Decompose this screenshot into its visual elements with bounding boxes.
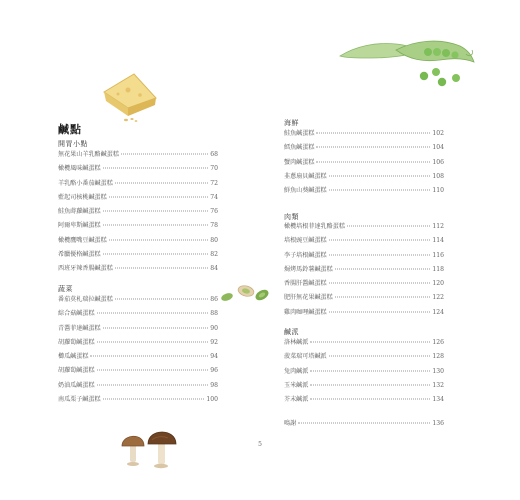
entry-page: 130 — [432, 367, 444, 375]
entry-page: 110 — [432, 187, 444, 195]
subsection-title: 鹹派 — [284, 328, 299, 336]
toc-entry[interactable] — [284, 171, 444, 185]
dot-leader — [298, 423, 430, 424]
pistachio-illustration — [218, 277, 272, 309]
toc-entry[interactable] — [284, 337, 444, 351]
dot-leader — [97, 384, 209, 385]
entry-title: 橄欖風味鹹蛋糕 — [58, 165, 101, 173]
entry-page: 86 — [210, 296, 218, 303]
toc-entry[interactable] — [58, 192, 218, 206]
entry-title: 藍起司核桃鹹蛋糕 — [58, 193, 107, 201]
toc-entry[interactable] — [284, 157, 444, 171]
toc-list-appetizers — [58, 149, 218, 278]
toc-entry[interactable] — [58, 149, 218, 163]
entry-page: 108 — [432, 172, 444, 180]
subsection-title: 蔬菜 — [58, 285, 73, 293]
entry-page: 132 — [432, 381, 444, 389]
page-title: 鹹點 — [58, 123, 82, 136]
dot-leader — [316, 161, 430, 162]
dot-leader — [310, 384, 430, 385]
entry-title: 菠菜瑞可塔鹹派 — [284, 353, 327, 361]
toc-entry[interactable] — [58, 178, 218, 192]
entry-page: 88 — [210, 310, 218, 318]
toc-entry[interactable] — [58, 380, 218, 394]
toc-entry[interactable] — [58, 294, 218, 308]
dot-leader — [329, 175, 431, 176]
page-number: 5 — [258, 441, 262, 448]
subsection-title: 開胃小點 — [58, 140, 88, 148]
entry-page: 82 — [210, 251, 218, 259]
entry-title: 李子培根鹹蛋糕 — [284, 251, 327, 259]
dot-leader — [109, 239, 208, 240]
entry-title: 洛林鹹派 — [284, 339, 309, 346]
entry-title: 芥末鹹派 — [284, 396, 309, 404]
toc-entry[interactable] — [58, 394, 218, 408]
entry-page: 70 — [210, 165, 218, 173]
entry-page: 76 — [210, 208, 218, 216]
toc-entry[interactable] — [284, 185, 444, 199]
dot-leader — [329, 311, 431, 312]
entry-page: 94 — [210, 353, 218, 361]
dot-leader — [335, 268, 431, 269]
toc-list-vegetables — [58, 294, 218, 408]
toc-entry[interactable] — [284, 351, 444, 365]
toc-entry[interactable] — [284, 128, 444, 142]
entry-page: 112 — [432, 223, 444, 230]
entry-title: 香腸肝醬鹹蛋糕 — [284, 280, 327, 288]
toc-entry[interactable] — [58, 249, 218, 263]
dot-leader — [115, 268, 208, 269]
toc-entry[interactable] — [284, 380, 444, 394]
dot-leader — [97, 370, 209, 371]
toc-entry[interactable] — [284, 394, 444, 408]
entry-title: 番茄莫札瑞拉鹹蛋糕 — [58, 296, 113, 303]
toc-entry[interactable] — [58, 351, 218, 365]
entry-title: 肥肝無花果鹹蛋糕 — [284, 294, 333, 302]
dot-leader — [316, 133, 430, 134]
toc-entry[interactable] — [284, 278, 444, 292]
entry-title: 鮭魚鹹蛋糕 — [284, 130, 315, 137]
entry-page: 134 — [432, 396, 444, 404]
entry-title: 希臘優格鹹蛋糕 — [58, 251, 101, 259]
dot-leader — [97, 341, 209, 342]
toc-entry[interactable] — [284, 142, 444, 156]
entry-page: 122 — [432, 294, 444, 302]
entry-title: 阿爾卑斯鹹蛋糕 — [58, 222, 101, 230]
entry-page: 100 — [206, 396, 218, 404]
dot-leader — [109, 196, 208, 197]
dot-leader — [103, 399, 205, 400]
entry-title: 南瓜栗子鹹蛋糕 — [58, 396, 101, 404]
dot-leader — [329, 240, 431, 241]
entry-title: 鱈魚鹹蛋糕 — [284, 144, 315, 152]
toc-list-seafood — [284, 128, 444, 199]
toc-entry[interactable] — [284, 366, 444, 380]
entry-page: 96 — [210, 367, 218, 375]
toc-entry[interactable] — [284, 235, 444, 249]
entry-page: 80 — [210, 236, 218, 244]
entry-page: 90 — [210, 324, 218, 332]
toc-entry[interactable] — [58, 337, 218, 351]
dot-leader — [347, 226, 430, 227]
mushroom-illustration — [120, 424, 182, 472]
entry-title: 蟹肉鹹蛋糕 — [284, 158, 315, 166]
entry-title: 橄欖培根菲達乳酪蛋糕 — [284, 223, 345, 230]
entry-title: 鮭魚蒔蘿鹹蛋糕 — [58, 208, 101, 216]
entry-page: 102 — [432, 130, 444, 137]
dot-leader — [316, 147, 430, 148]
entry-title: 奶油瓜鹹蛋糕 — [58, 381, 95, 389]
dot-leader — [103, 327, 209, 328]
dot-leader — [115, 299, 208, 300]
entry-page: 136 — [432, 420, 444, 427]
entry-title: 培根豌豆鹹蛋糕 — [284, 237, 327, 245]
entry-page: 72 — [210, 179, 218, 187]
entry-title: 青醬菲達鹹蛋糕 — [58, 324, 101, 332]
subsection-title: 肉類 — [284, 213, 299, 221]
entry-title: 雞肉咖哩鹹蛋糕 — [284, 308, 327, 316]
entry-title: 胡蘿蔔鹹蛋糕 — [58, 367, 95, 375]
toc-entry[interactable] — [284, 292, 444, 306]
dot-leader — [329, 356, 431, 357]
pea-pod-illustration — [336, 34, 478, 90]
entry-page: 114 — [432, 237, 444, 245]
entry-title: 鮮魚山葵鹹蛋糕 — [284, 187, 327, 195]
dot-leader — [103, 211, 209, 212]
entry-page: 128 — [432, 353, 444, 361]
entry-title: 胡蘿蔔鹹蛋糕 — [58, 338, 95, 346]
toc-entry-acknowledgements[interactable] — [284, 418, 444, 432]
dot-leader — [329, 283, 431, 284]
entry-title: 橄欖鷹嘴豆鹹蛋糕 — [58, 236, 107, 244]
dot-leader — [335, 297, 431, 298]
cheese-illustration — [98, 68, 164, 124]
entry-page: 78 — [210, 222, 218, 230]
toc-entry[interactable] — [58, 206, 218, 220]
dot-leader — [310, 370, 430, 371]
entry-page: 74 — [210, 193, 218, 201]
entry-title: 羊乳酪小番茄鹹蛋糕 — [58, 179, 113, 187]
entry-page: 98 — [210, 381, 218, 389]
dot-leader — [90, 356, 208, 357]
dot-leader — [115, 182, 208, 183]
toc-entry[interactable] — [284, 250, 444, 264]
entry-title: 鳴謝 — [284, 420, 297, 427]
toc-entry[interactable] — [58, 235, 218, 249]
entry-page: 92 — [210, 338, 218, 346]
entry-page: 84 — [210, 265, 218, 273]
dot-leader — [121, 154, 208, 155]
entry-page: 104 — [432, 144, 444, 152]
toc-entry[interactable] — [58, 220, 218, 234]
entry-title: 西班牙辣香腸鹹蛋糕 — [58, 265, 113, 273]
toc-entry[interactable] — [284, 307, 444, 321]
entry-title: 櫛瓜鹹蛋糕 — [58, 353, 89, 361]
entry-page: 124 — [432, 308, 444, 316]
dot-leader — [329, 190, 431, 191]
entry-page: 120 — [432, 280, 444, 288]
dot-leader — [103, 168, 209, 169]
entry-title: 焗烤馬鈴薯鹹蛋糕 — [284, 265, 333, 273]
entry-title: 韭蔥扇貝鹹蛋糕 — [284, 172, 327, 180]
toc-entry[interactable] — [58, 365, 218, 379]
entry-title: 兔肉鹹派 — [284, 367, 309, 375]
toc-entry[interactable] — [58, 308, 218, 322]
entry-title: 綜合菇鹹蛋糕 — [58, 310, 95, 318]
entry-page: 106 — [432, 158, 444, 166]
entry-page: 118 — [432, 265, 444, 273]
entry-page: 126 — [432, 339, 444, 346]
dot-leader — [310, 342, 430, 343]
dot-leader — [310, 399, 430, 400]
dot-leader — [103, 254, 209, 255]
subsection-title: 海鮮 — [284, 119, 299, 127]
entry-title: 無花果山羊乳酪鹹蛋糕 — [58, 151, 119, 158]
toc-entry[interactable] — [58, 263, 218, 277]
toc-list-extra — [284, 418, 444, 432]
toc-list-meat — [284, 221, 444, 321]
dot-leader — [97, 313, 209, 314]
toc-entry[interactable] — [58, 163, 218, 177]
toc-entry[interactable] — [284, 264, 444, 278]
entry-page: 116 — [432, 251, 444, 259]
dot-leader — [103, 225, 209, 226]
entry-title: 玉米鹹派 — [284, 381, 309, 389]
toc-entry[interactable] — [284, 221, 444, 235]
toc-list-quiche — [284, 337, 444, 408]
toc-entry[interactable] — [58, 323, 218, 337]
entry-page: 68 — [210, 151, 218, 158]
dot-leader — [329, 254, 431, 255]
